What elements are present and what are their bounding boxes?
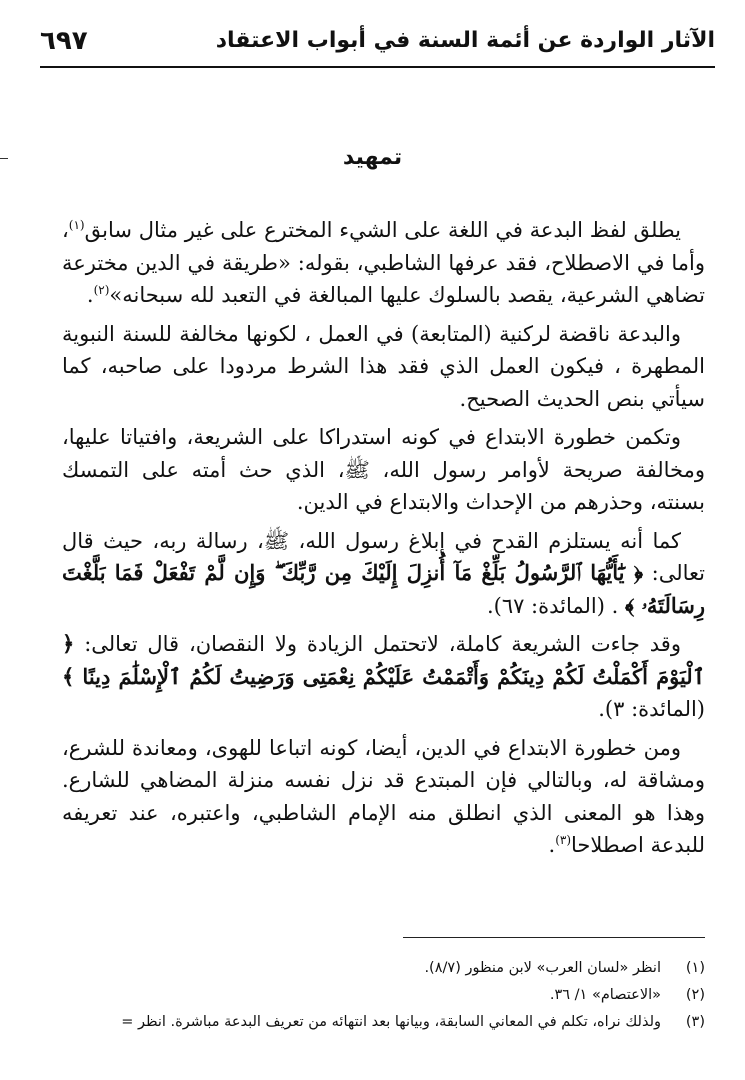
paragraph-following: والبدعة ناقضة لركنية (المتابعة) في العمل ، لكونها مخالفة للسنة النبوية المطهرة ، فيكون العمل الذي فقد هذا الشرط مردودا على صاحبه، كما سيأتي بنص الحديث الصحيح. — [62, 321, 705, 411]
page-number: ٦٩٧ — [40, 26, 88, 56]
paragraph-desire — [62, 732, 705, 862]
footnote-number: (١) — [685, 960, 705, 976]
paragraph-text: . — [86, 283, 94, 307]
paragraph-text: كما أنه يستلزم القدح في إبلاغ رسول الله، ﷺ، رسالة ربه، حيث قال تعالى: — [62, 528, 705, 585]
footnotes — [28, 955, 705, 1036]
footnote-ref-1[interactable]: (١) — [68, 218, 85, 232]
footnote-separator — [403, 937, 705, 938]
header-rule — [40, 66, 715, 68]
body-text — [62, 214, 705, 868]
paragraph-text: . — [548, 833, 556, 857]
section-title: تمهيد — [342, 145, 403, 170]
quran-verse: ﴿ يَٰٓأَيُّهَا ٱلرَّسُولُ بَلِّغْ مَآ أُنزِلَ إِلَيْكَ مِن رَّبِّكَ ۖ وَإِن لَّمْ تَفْعَلْ فَمَا بَلَّغْتَ رِسَالَتَهُۥ ﴾ — [62, 560, 705, 618]
footnote-number: (٣) — [685, 1014, 705, 1030]
footnote-3 — [28, 1009, 705, 1036]
paragraph-conveyance — [62, 525, 705, 623]
footnote-ref-3[interactable]: (٣) — [555, 833, 572, 847]
footnote-text: ولذلك نراه، تكلم في المعاني السابقة، وبيانها بعد انتهائه من تعريف البدعة مباشرة. انظر = — [121, 1014, 661, 1030]
verse-reference: (المائدة: ٣). — [598, 697, 705, 721]
quran-verse: ﴿ ٱلْيَوْمَ أَكْمَلْتُ لَكُمْ دِينَكُمْ وَأَتْمَمْتُ عَلَيْكُمْ نِعْمَتِى وَرَضِيتُ لَكُمُ ٱلْإِسْلَٰمَ دِينًا ﴾ — [62, 631, 705, 689]
paragraph-text: ومن خطورة الابتداع في الدين، أيضا، كونه اتباعا للهوى، ومعاندة للشرع، ومشاقة له، وبالتالي فإن المبتدع قد نزل نفسه منزلة المضاهي للشارع. وهذا هو المعنى الذي انطلق منه الإمام الشاطبي، واعتبره، عند تعريفه للبدعة اصطلاحا — [62, 735, 705, 857]
paragraph-text: وقد جاءت الشريعة كاملة، لاتحتمل الزيادة ولا النقصان، قال تعالى: — [84, 632, 681, 656]
footnote-1 — [28, 955, 705, 982]
footnote-2 — [28, 982, 705, 1009]
paragraph-completeness — [62, 628, 705, 726]
paragraph-danger: وتكمن خطورة الابتداع في كونه استدراكا على الشريعة، وافتياتا عليها، ومخالفة صريحة لأوامر رسول الله، ﷺ، الذي حث أمته على التمسك بسنته، وحذرهم من الإحداث والابتداع في الدين. — [62, 425, 705, 514]
paragraph-text: ، وأما في الاصطلاح، فقد عرفها الشاطبي، بقوله: «طريقة في الدين مخترعة تضاهي الشرعية، يقصد بالسلوك عليها المبالغة في التعبد لله سبحانه» — [62, 218, 705, 307]
footnote-text: انظر «لسان العرب» لابن منظور (٨/٧). — [424, 960, 661, 976]
footnote-number: (٢) — [685, 987, 705, 1003]
footnote-ref-2[interactable]: (٢) — [93, 283, 110, 297]
footnote-text: «الاعتصام» ١/ ٣٦. — [549, 987, 661, 1003]
paragraph-definition — [62, 214, 705, 312]
paragraph-text: يطلق لفظ البدعة في اللغة على الشيء المخترع على غير مثال سابق — [84, 218, 681, 242]
running-header-title: الآثار الواردة عن أئمة السنة في أبواب الاعتقاد — [215, 28, 715, 53]
verse-reference: . (المائدة: ٦٧). — [486, 593, 619, 618]
running-header — [40, 20, 715, 70]
